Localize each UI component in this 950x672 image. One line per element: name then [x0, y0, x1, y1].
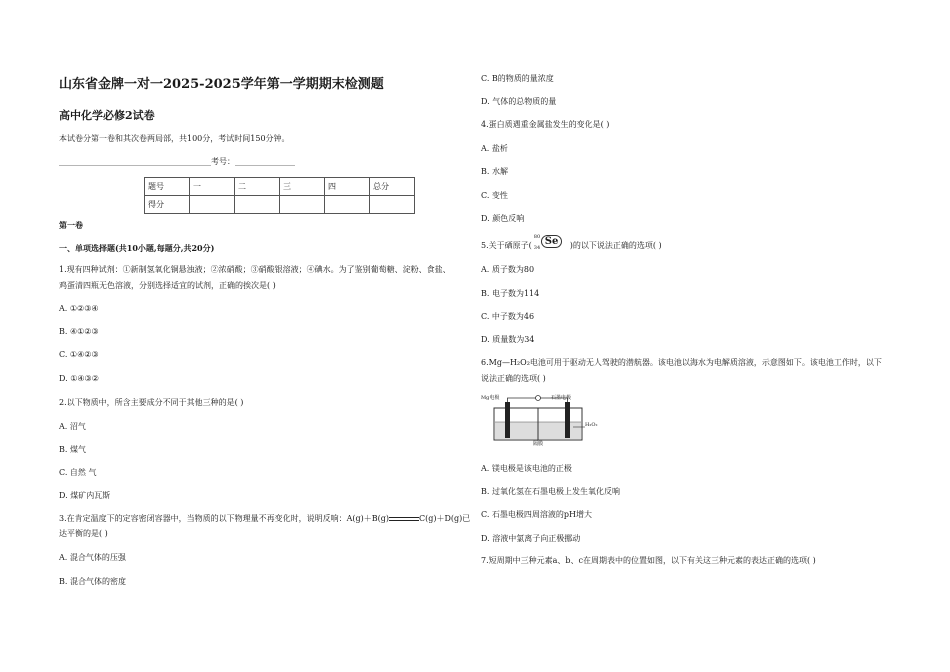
score-cell: 题号 — [145, 178, 190, 196]
question-3-line-1 — [59, 513, 470, 525]
part-heading: 一、单项选择题(共10小题,每题分,共20分) — [59, 243, 215, 253]
q4-option-d[interactable]: D. 颜色反响 — [481, 214, 525, 223]
battery-diagram — [481, 394, 601, 448]
score-input-cell[interactable] — [190, 196, 235, 214]
h2o2-label: H₂O₂ — [585, 422, 598, 428]
q3-option-a[interactable]: A. 混合气体的压强 — [59, 553, 126, 562]
q1-option-d[interactable]: D. ①④③② — [59, 374, 99, 383]
selenium-nuclide-symbol — [532, 234, 570, 251]
reversible-arrow-icon — [389, 515, 419, 523]
mg-electrode — [505, 402, 510, 438]
question-7: 7.短周期中三种元素a、b、c在周期表中的位置如图，以下有关这三种元素的表达正确的选项( ) — [481, 556, 816, 565]
q2-option-b[interactable]: B. 煤气 — [59, 445, 86, 454]
question-6-line-1: 6.Mg—H₂O₂电池可用于驱动无人驾驶的潜航器。该电池以海水为电解质溶液，示意图如下。该电池工作时，以下 — [481, 358, 882, 367]
question-5 — [481, 236, 662, 252]
volume-heading: 第一卷 — [59, 220, 83, 230]
atomic-number: 34 — [533, 245, 541, 251]
score-input-cell[interactable] — [370, 196, 415, 214]
score-input-cell[interactable] — [325, 196, 370, 214]
element-symbol: Se — [541, 235, 563, 248]
score-cell: 总分 — [370, 178, 415, 196]
q2-option-d[interactable]: D. 煤矿内瓦斯 — [59, 491, 111, 500]
mg-electrode-label: Mg电极 — [481, 395, 500, 401]
load-icon — [536, 396, 541, 401]
paper-title: 山东省金牌一对一2025-2025学年第一学期期末检测题 — [59, 77, 384, 92]
q1-option-c[interactable]: C. ①④②③ — [59, 350, 99, 359]
name-line — [59, 156, 295, 167]
q2-option-c[interactable]: C. 自然 气 — [59, 468, 97, 477]
score-cell: 四 — [325, 178, 370, 196]
score-table-header-row — [145, 178, 415, 196]
score-cell: 得分 — [145, 196, 190, 214]
score-table — [144, 177, 415, 214]
q4-option-b[interactable]: B. 水解 — [481, 167, 508, 176]
score-cell: 二 — [235, 178, 280, 196]
q6-option-c[interactable]: C. 石墨电极四周溶液的pH增大 — [481, 510, 593, 519]
question-3-line-2: 达平衡的是( ) — [59, 529, 108, 538]
membrane-label: 隔膜 — [533, 441, 544, 447]
exam-number-label: 考号：_______________ — [211, 157, 295, 166]
q3-text-a: 3.在肯定温度下的定容密闭容器中，当物质的以下物理量不再变化时，说明反响：A(g)＋B(g) — [59, 514, 390, 523]
score-cell: 三 — [280, 178, 325, 196]
q5-option-a[interactable]: A. 质子数为80 — [481, 265, 535, 274]
score-input-cell[interactable] — [280, 196, 325, 214]
q3-option-d[interactable]: D. 气体的总物质的量 — [481, 97, 557, 106]
question-2: 2.以下物质中，所含主要成分不同于其他三种的是( ) — [59, 398, 244, 407]
q2-option-a[interactable]: A. 沼气 — [59, 422, 86, 431]
q6-option-b[interactable]: B. 过氧化氢在石墨电极上发生氧化反响 — [481, 487, 620, 496]
score-input-cell[interactable] — [235, 196, 280, 214]
q6-option-d[interactable]: D. 溶液中氯离子向正极挪动 — [481, 534, 581, 543]
q5-option-d[interactable]: D. 质量数为34 — [481, 335, 535, 344]
q5-option-b[interactable]: B. 电子数为114 — [481, 289, 540, 298]
score-cell: 一 — [190, 178, 235, 196]
q6-option-a[interactable]: A. 镁电极是该电池的正极 — [481, 464, 572, 473]
graphite-electrode — [565, 402, 570, 438]
score-table-score-row — [145, 196, 415, 214]
paper-subtitle: 高中化学必修2试卷 — [59, 109, 155, 122]
mass-number: 80 — [533, 234, 541, 240]
question-1-line-1: 1.现有四种试剂：①新制氢氧化铜悬浊液；②浓硝酸；③硝酸银溶液；④碘水。为了鉴别葡萄糖、淀粉、食盐、 — [59, 265, 451, 274]
graphite-electrode-label: 石墨电极 — [551, 395, 572, 401]
q1-option-b[interactable]: B. ④①②③ — [59, 327, 99, 336]
q5-text-b: )的以下说法正确的选项( ) — [569, 241, 662, 250]
q1-option-a[interactable]: A. ①②③④ — [59, 304, 99, 313]
q5-option-c[interactable]: C. 中子数为46 — [481, 312, 535, 321]
q3-option-c[interactable]: C. B的物质的量浓度 — [481, 74, 554, 83]
q5-text-a: 5.关于硒原子( — [481, 241, 532, 250]
q4-option-a[interactable]: A. 盐析 — [481, 144, 508, 153]
question-1-line-2: 鸡蛋清四瓶无色溶液，分别选择适宜的试剂，正确的挨次是( ) — [59, 281, 276, 290]
q3-option-b[interactable]: B. 混合气体的密度 — [59, 577, 126, 586]
question-4: 4.蛋白质遇重金属盐发生的变化是( ) — [481, 120, 610, 129]
q4-option-c[interactable]: C. 变性 — [481, 191, 508, 200]
question-6-line-2: 说法正确的选项( ) — [481, 374, 546, 383]
q3-text-b: C(g)＋D(g)已 — [419, 514, 471, 523]
exam-note: 本试卷分第一卷和其次卷两局部，共100分，考试时间150分钟。 — [59, 134, 290, 143]
name-blank: ______________________________________ — [59, 157, 211, 166]
